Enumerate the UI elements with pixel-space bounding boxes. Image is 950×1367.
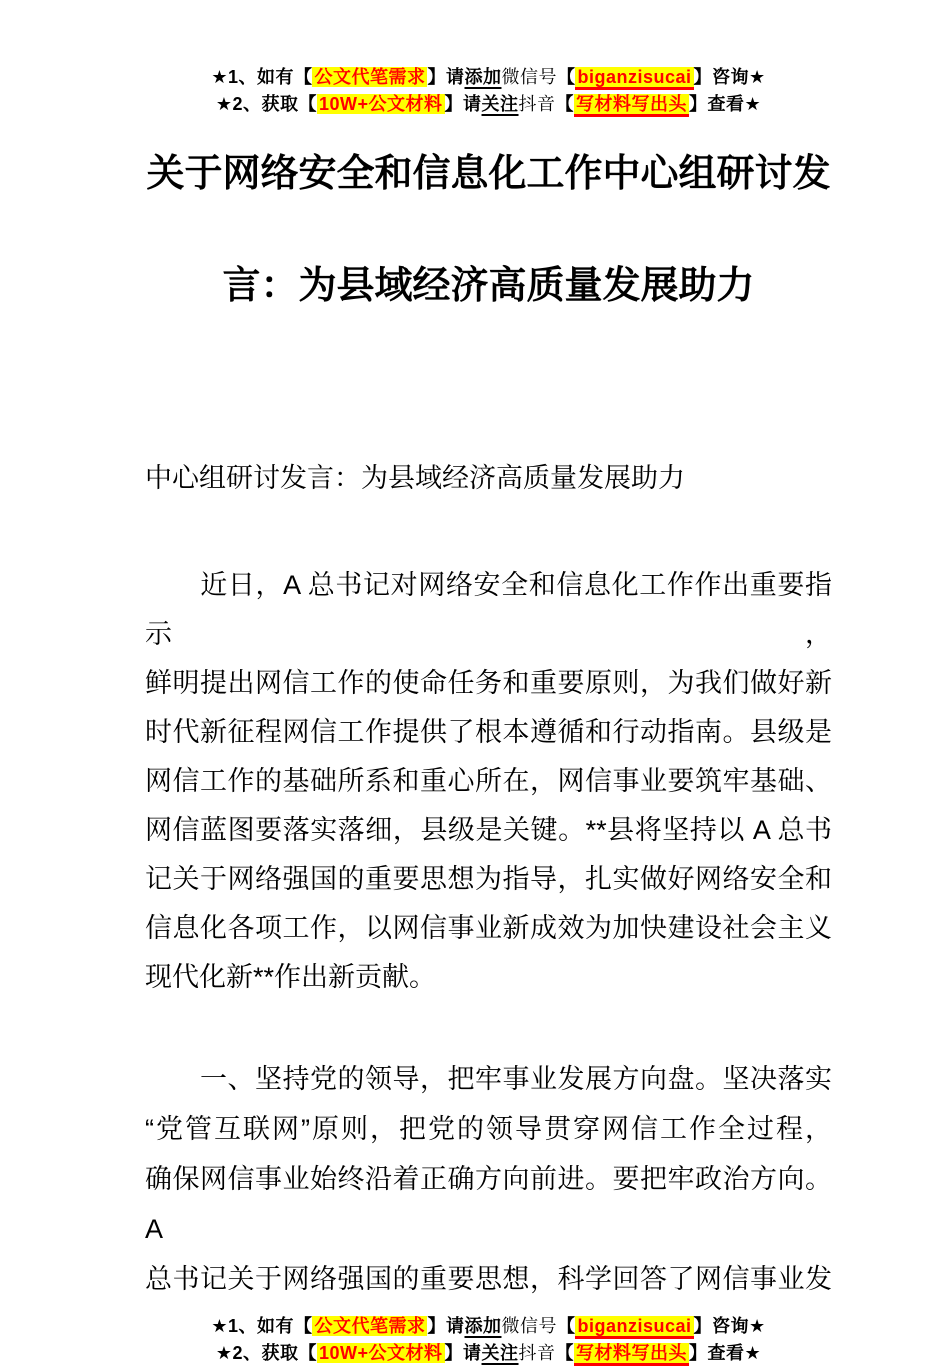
promo-wechat-id: biganzisucai — [575, 1316, 693, 1339]
promo-wechat-label: 微信号 — [501, 1316, 557, 1336]
promo-douyin-label: 抖音 — [518, 1343, 556, 1363]
paragraph-1 — [145, 561, 832, 1002]
body-line: 网信工作的基础所系和重心所在，网信事业要筑牢基础、 — [145, 766, 832, 796]
promo-underline-follow: 关注 — [481, 94, 519, 114]
body-line: 记关于网络强国的重要思想为指导，扎实做好网络安全和 — [145, 864, 832, 894]
promo-underline-follow: 关注 — [481, 1343, 519, 1363]
paragraph-2 — [145, 1054, 832, 1304]
document-title-line-1: 关于网络安全和信息化工作中心组研讨发 — [146, 153, 831, 195]
promo-prefix: ★1、如有【 — [211, 67, 313, 87]
promo-bracket: 【 — [556, 67, 576, 87]
promo-mid: 】请 — [427, 1316, 465, 1336]
promo-header — [145, 0, 832, 118]
body-line: 总书记关于网络强国的重要思想，科学回答了网信事业发 — [145, 1264, 832, 1294]
document-title — [145, 118, 832, 342]
promo-suffix: 】咨询★ — [693, 1316, 766, 1336]
promo-suffix: 】查看★ — [689, 94, 762, 114]
promo-underline-add: 添加 — [464, 67, 502, 87]
body-line: 网信蓝图要落实落细，县级是关键。**县将坚持以 A 总书 — [145, 815, 832, 845]
body-line: 现代化新**作出新贡献。 — [145, 962, 437, 992]
promo-bracket: 【 — [555, 94, 575, 114]
promo-highlight-writing-service: 公文代笔需求 — [314, 67, 426, 87]
body-line: “党管互联网”原则，把党的领导贯穿网信工作全过程， — [145, 1114, 832, 1144]
promo-highlight-materials: 10W+公文材料 — [318, 1343, 443, 1363]
promo-highlight-writing-service: 公文代笔需求 — [314, 1316, 426, 1336]
body-line: 确保网信事业始终沿着正确方向前进。要把牢政治方向。A — [145, 1164, 832, 1244]
promo-suffix: 】查看★ — [689, 1343, 762, 1363]
body-line: 鲜明提出网信工作的使命任务和重要原则，为我们做好新 — [145, 668, 832, 698]
body-line: 近日，A 总书记对网络安全和信息化工作作出重要指示， — [145, 570, 832, 649]
promo-footer-line-1 — [145, 1313, 832, 1340]
body-line: 一、坚持党的领导，把牢事业发展方向盘。坚决落实 — [145, 1064, 832, 1094]
promo-highlight-materials: 10W+公文材料 — [318, 94, 443, 114]
body-line: 时代新征程网信工作提供了根本遵循和行动指南。县级是 — [145, 717, 832, 747]
document-subtitle: 中心组研讨发言：为县域经济高质量发展助力 — [145, 463, 685, 493]
promo-header-line-1 — [145, 64, 832, 91]
promo-prefix: ★1、如有【 — [211, 1316, 313, 1336]
promo-footer — [145, 1313, 832, 1367]
promo-underline-add: 添加 — [464, 1316, 502, 1336]
body-line: 信息化各项工作，以网信事业新成效为加快建设社会主义 — [145, 913, 832, 943]
promo-bracket: 【 — [556, 1316, 576, 1336]
document-title-line-2: 言：为县域经济高质量发展助力 — [222, 265, 755, 307]
promo-prefix: ★2、获取【 — [215, 1343, 317, 1363]
promo-wechat-id: biganzisucai — [575, 67, 693, 90]
promo-wechat-label: 微信号 — [501, 67, 557, 87]
promo-bracket: 【 — [555, 1343, 575, 1363]
promo-mid: 】请 — [444, 94, 482, 114]
promo-douyin-id: 写材料写出头 — [574, 94, 689, 117]
promo-mid: 】请 — [427, 67, 465, 87]
promo-header-line-2 — [145, 91, 832, 118]
promo-douyin-id: 写材料写出头 — [574, 1343, 689, 1366]
promo-prefix: ★2、获取【 — [215, 94, 317, 114]
promo-footer-line-2 — [145, 1340, 832, 1367]
promo-suffix: 】咨询★ — [693, 67, 766, 87]
promo-mid: 】请 — [444, 1343, 482, 1363]
promo-douyin-label: 抖音 — [518, 94, 556, 114]
